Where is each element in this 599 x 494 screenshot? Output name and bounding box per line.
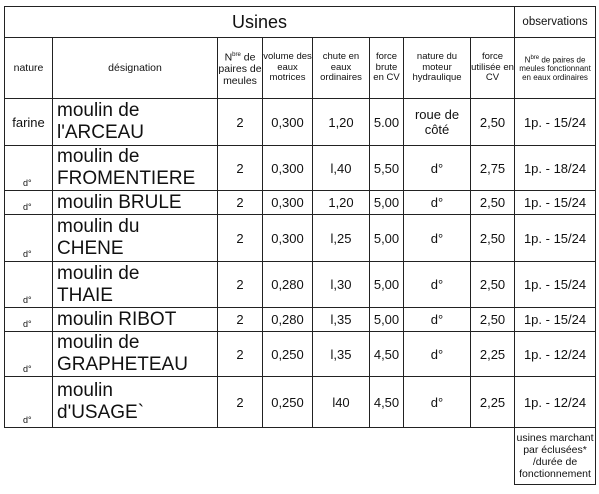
designation-line-2: GRAPHETEAU [57,354,188,375]
cell-nature: d° [5,377,53,428]
cell-observations: 1p. - 18/24 [515,146,596,191]
cell-nature: d° [5,262,53,308]
cell-force-utilisee: 2,50 [471,191,515,215]
cell-moteur: d° [404,332,471,377]
cell-observations: 1p. - 12/24 [515,332,596,377]
header-force-utilisee: force utilisée en CV [471,38,515,99]
header-obs-paires: $N^{bre}$ de paires de meules fonctionnant en eaux ordinaires [515,38,596,99]
cell-observations: 1p. - 15/24 [515,215,596,262]
designation-line-2: CHENE [57,238,124,259]
cell-force-brute: 5,00 [370,262,404,308]
cell-force-brute: 4,50 [370,377,404,428]
cell-observations: 1p. - 12/24 [515,377,596,428]
cell-moteur: d° [404,377,471,428]
cell-chute: l,30 [313,262,370,308]
header-moteur: nature du moteur hydraulique [404,38,471,99]
cell-meules: 2 [218,332,263,377]
cell-force-brute: 5.00 [370,99,404,146]
cell-designation [53,99,218,146]
footnote: usines marchant par éclusées* /durée de fonctionnement [515,428,596,485]
table-row [5,146,596,191]
designation-line-2: FROMENTIERE [57,168,196,189]
cell-meules: 2 [218,262,263,308]
cell-force-utilisee: 2,50 [471,215,515,262]
cell-force-utilisee: 2,75 [471,146,515,191]
cell-nature: d° [5,191,53,215]
cell-volume: 0,300 [263,146,313,191]
table-row [5,308,596,332]
cell-nature: d° [5,308,53,332]
cell-designation [53,191,218,215]
cell-observations: 1p. - 15/24 [515,191,596,215]
cell-volume: 0,300 [263,215,313,262]
designation-line-1: moulin RIBOT [57,308,177,330]
cell-moteur: d° [404,215,471,262]
designation-line-2: l'ARCEAU [57,122,145,143]
cell-moteur: d° [404,308,471,332]
usines-table [4,6,596,485]
cell-volume: 0,250 [263,332,313,377]
designation-line-1: moulin de [57,332,140,353]
cell-force-brute: 5,50 [370,146,404,191]
cell-meules: 2 [218,215,263,262]
cell-force-utilisee: 2,25 [471,332,515,377]
cell-chute: l,35 [313,308,370,332]
designation-line-2: THAIE [57,284,113,306]
cell-force-brute: 5,00 [370,215,404,262]
designation-line-1: moulin de [57,262,140,284]
cell-volume: 0,280 [263,308,313,332]
header-chute: chute en eaux ordinaires [313,38,370,99]
cell-nature: d° [5,332,53,377]
cell-meules: 2 [218,99,263,146]
table-title: Usines [5,7,515,38]
cell-force-brute: 5,00 [370,308,404,332]
cell-chute: l,35 [313,332,370,377]
cell-nature: farine [5,99,53,146]
header-force-brute: force brute en CV [370,38,404,99]
cell-force-brute: 5,00 [370,191,404,215]
cell-nature: d° [5,146,53,191]
cell-chute: l,40 [313,146,370,191]
observations-title: observations [515,7,596,38]
cell-meules: 2 [218,308,263,332]
designation-line-1: moulin du [57,216,140,237]
cell-volume: 0,280 [263,262,313,308]
header-nbre-meules: $N^{bre}$ de paires de meules [218,38,263,99]
cell-force-utilisee: 2,50 [471,262,515,308]
cell-volume: 0,300 [263,99,313,146]
cell-meules: 2 [218,191,263,215]
cell-observations: 1p. - 15/24 [515,308,596,332]
cell-meules: 2 [218,377,263,428]
designation-line-2: d'USAGE` [57,402,145,423]
cell-designation [53,262,218,308]
cell-designation [53,332,218,377]
table-row [5,332,596,377]
cell-designation [53,215,218,262]
table-row [5,377,596,428]
cell-chute: l,25 [313,215,370,262]
cell-meules: 2 [218,146,263,191]
designation-line-1: moulin de [57,100,140,121]
cell-chute: l40 [313,377,370,428]
designation-line-1: moulin BRULE [57,191,182,213]
header-nature: nature [5,38,53,99]
header-designation: désignation [53,38,218,99]
cell-designation [53,377,218,428]
cell-moteur: d° [404,191,471,215]
cell-nature: d° [5,215,53,262]
cell-force-utilisee: 2,50 [471,99,515,146]
cell-moteur: d° [404,262,471,308]
cell-chute: 1,20 [313,191,370,215]
cell-force-utilisee: 2,50 [471,308,515,332]
designation-line-1: moulin [57,380,113,401]
table-row [5,191,596,215]
cell-force-brute: 4,50 [370,332,404,377]
cell-designation [53,308,218,332]
table-row [5,215,596,262]
table-row [5,262,596,308]
cell-moteur: roue de côté [404,99,471,146]
footer-blank [5,428,515,485]
cell-designation [53,146,218,191]
cell-observations: 1p. - 15/24 [515,262,596,308]
header-volume: volume des eaux motrices [263,38,313,99]
cell-volume: 0,300 [263,191,313,215]
cell-chute: 1,20 [313,99,370,146]
table-row [5,99,596,146]
cell-volume: 0,250 [263,377,313,428]
designation-line-1: moulin de [57,146,140,167]
cell-force-utilisee: 2,25 [471,377,515,428]
cell-moteur: d° [404,146,471,191]
cell-observations: 1p. - 15/24 [515,99,596,146]
